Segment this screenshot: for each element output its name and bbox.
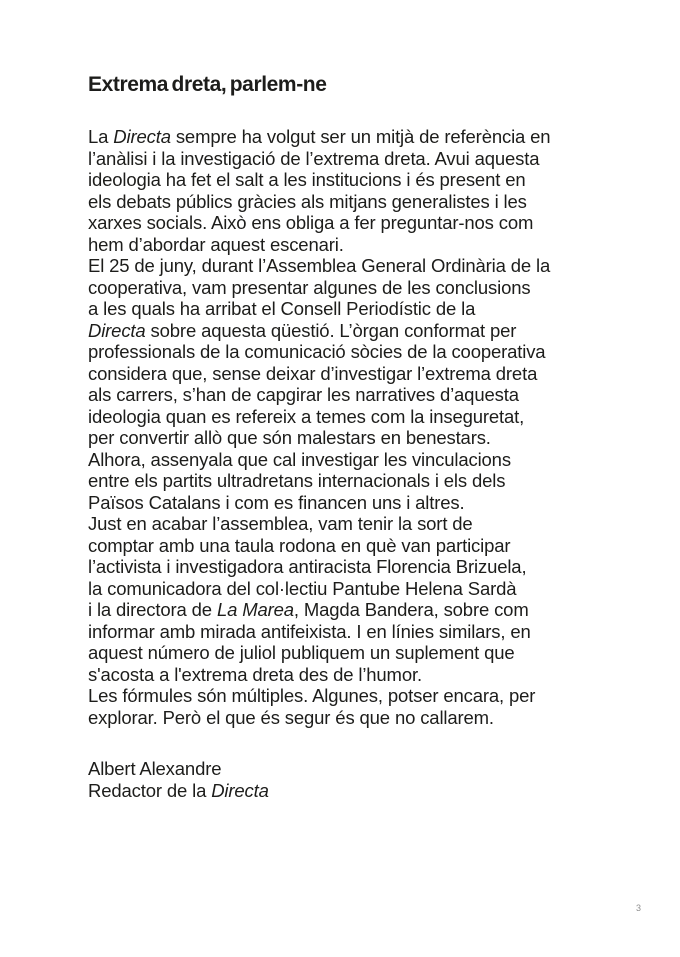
- body-line: [88, 427, 600, 449]
- body-line: [88, 169, 600, 191]
- text-segment: per convertir allò que són malestars en benestars.: [88, 427, 491, 448]
- body-line: [88, 277, 600, 299]
- body-line: [88, 234, 600, 256]
- signature-line: [88, 758, 600, 780]
- body-line: [88, 707, 600, 729]
- text-segment: El 25 de juny, durant l’Assemblea General Ordinària de la: [88, 255, 551, 276]
- text-segment: cooperativa, vam presentar algunes de les conclusions: [88, 276, 531, 298]
- text-segment: professionals de la comunicació sòcies de la cooperativa: [88, 341, 546, 362]
- text-segment: informar amb mirada antifeixista. I en línies similars, en: [88, 620, 531, 642]
- text-segment: Alhora, assenyala que cal investigar les vinculacions: [88, 448, 511, 470]
- text-segment: i la directora de: [88, 599, 217, 620]
- text-segment: Països Catalans i com es financen uns i altres.: [88, 491, 465, 513]
- body-line: [88, 685, 600, 707]
- text-segment: Albert Alexandre: [88, 758, 222, 779]
- text-segment: , Magda Bandera, sobre com: [293, 599, 529, 620]
- text-segment: sobre aquesta qüestió. L’òrgan conformat per: [145, 319, 517, 341]
- italic-text: Directa: [113, 126, 171, 147]
- body-line: [88, 148, 600, 170]
- article-body: [88, 126, 600, 728]
- italic-text: Directa: [88, 319, 146, 341]
- body-line: [88, 363, 600, 385]
- body-line: [88, 126, 600, 148]
- text-segment: La: [88, 126, 114, 147]
- body-line: [88, 191, 600, 213]
- article-title: Extrema dreta, parlem-ne: [88, 73, 327, 96]
- text-segment: entre els partits ultradretans internacionals i els dels: [88, 470, 506, 491]
- text-segment: ideologia ha fet el salt a les institucions i és present en: [88, 169, 526, 190]
- signature-line: [88, 780, 600, 802]
- text-segment: Les fórmules són múltiples. Algunes, potser encara, per: [88, 685, 536, 706]
- body-line: [88, 255, 600, 277]
- body-line: [88, 513, 600, 535]
- text-segment: l’anàlisi i la investigació de l’extrema dreta. Avui aquesta: [88, 147, 540, 169]
- body-line: [88, 320, 600, 342]
- text-segment: l’activista i investigadora antiracista Florencia Brizuela,: [88, 556, 527, 577]
- body-line: [88, 341, 600, 363]
- signature-block: [88, 758, 600, 801]
- text-segment: la comunicadora del col·lectiu Pantube Helena Sardà: [88, 577, 517, 599]
- text-segment: als carrers, s’han de capgirar les narratives d’aquesta: [88, 384, 519, 405]
- body-line: [88, 599, 600, 621]
- text-segment: s'acosta a l'extrema dreta des de l’humor.: [88, 663, 422, 685]
- body-line: [88, 492, 600, 514]
- text-segment: els debats públics gràcies als mitjans generalistes i les: [88, 190, 527, 212]
- page-number: 3: [636, 903, 642, 913]
- body-line: [88, 212, 600, 234]
- body-line: [88, 449, 600, 471]
- text-segment: comptar amb una taula rodona en què van participar: [88, 534, 511, 556]
- text-segment: hem d’abordar aquest escenari.: [88, 233, 344, 255]
- body-line: [88, 642, 600, 664]
- text-segment: considera que, sense deixar d’investigar l’extrema dreta: [88, 362, 538, 384]
- text-segment: Just en acabar l’assemblea, vam tenir la sort de: [88, 513, 473, 534]
- text-segment: explorar. Però el que és segur és que no callarem.: [88, 706, 494, 728]
- text-segment: Redactor de la: [88, 779, 212, 801]
- body-line: [88, 535, 600, 557]
- body-line: [88, 578, 600, 600]
- body-line: [88, 556, 600, 578]
- text-segment: xarxes socials. Això ens obliga a fer preguntar-nos com: [88, 212, 534, 233]
- body-line: [88, 384, 600, 406]
- body-line: [88, 470, 600, 492]
- italic-text: Directa: [211, 779, 269, 801]
- body-line: [88, 298, 600, 320]
- body-line: [88, 621, 600, 643]
- text-segment: a les quals ha arribat el Consell Periodístic de la: [88, 298, 476, 319]
- body-line: [88, 664, 600, 686]
- italic-text: La Marea: [216, 599, 294, 620]
- text-segment: ideologia quan es refereix a temes com la inseguretat,: [88, 405, 525, 427]
- body-line: [88, 406, 600, 428]
- text-segment: sempre ha volgut ser un mitjà de referència en: [170, 126, 551, 147]
- text-segment: aquest número de juliol publiquem un suplement que: [88, 642, 515, 663]
